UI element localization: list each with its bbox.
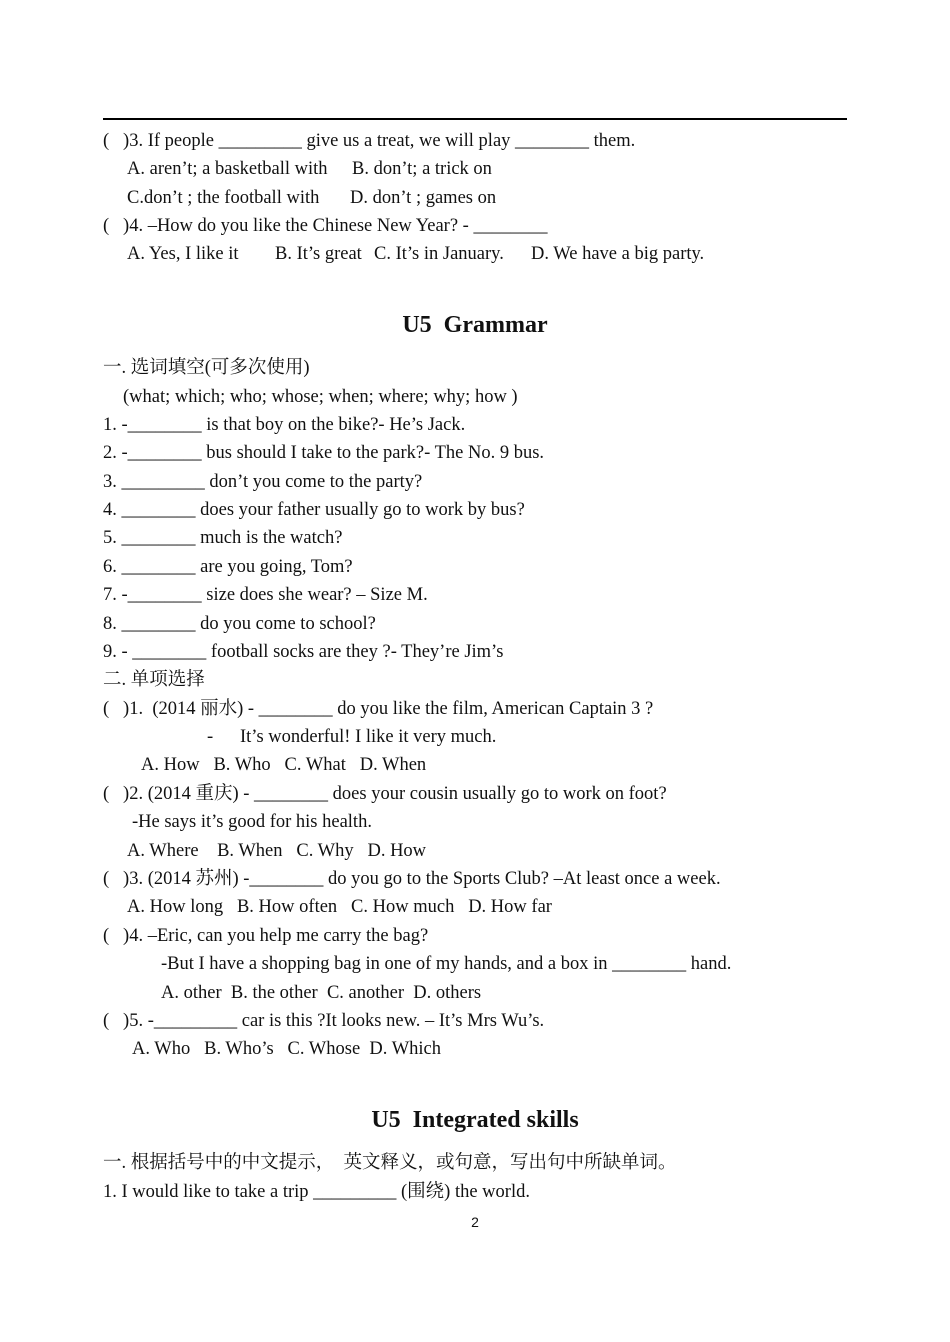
fill-item-6: 6. ________ are you going, Tom? [103, 557, 353, 577]
mc-4-options: A. other B. the other C. another D. others [161, 983, 482, 1003]
grammar-heading: U5 Grammar [402, 312, 548, 338]
fill-item-5: 5. ________ much is the watch? [103, 528, 343, 548]
mc-2-options: A. Where B. When C. Why D. How [127, 841, 427, 861]
question-4-option-d: D. We have a big party. [531, 244, 705, 264]
question-4-stem: ( )4. –How do you like the Chinese New Year? - ________ [103, 216, 548, 236]
grammar-part1-title: 一. 选词填空(可多次使用) [103, 358, 310, 378]
question-3-option-c: C.don’t ; the football with [127, 188, 320, 208]
fill-item-2: 2. -________ bus should I take to the park?- The No. 9 bus. [103, 443, 545, 463]
question-3-option-b: B. don’t; a trick on [352, 159, 492, 179]
mc-3-stem: ( )3. (2014 苏州) -________ do you go to the Sports Club? –At least once a week. [103, 869, 721, 889]
fill-item-9: 9. - ________ football socks are they ?- They’re Jim’s [103, 642, 504, 662]
integrated-skills-heading: U5 Integrated skills [371, 1107, 579, 1133]
mc-5-options: A. Who B. Who’s C. Whose D. Which [132, 1039, 442, 1059]
question-3-option-a: A. aren’t; a basketball with [127, 159, 328, 179]
question-4-option-a: A. Yes, I like it [127, 244, 239, 264]
fill-item-1: 1. -________ is that boy on the bike?- He’s Jack. [103, 415, 466, 435]
fill-item-3: 3. _________ don’t you come to the party? [103, 472, 423, 492]
integrated-part1-title: 一. 根据括号中的中文提示， 英文释义，或句意，写出句中所缺单词。 [103, 1153, 677, 1173]
mc-1-options: A. How B. Who C. What D. When [141, 755, 427, 775]
integrated-item-1: 1. I would like to take a trip _________ (围绕) the world. [103, 1182, 530, 1202]
header-rule [103, 118, 847, 120]
question-3-option-d: D. don’t ; games on [350, 188, 497, 208]
mc-3-options: A. How long B. How often C. How much D. How far [127, 897, 552, 917]
question-4-option-c: C. It’s in January. [374, 244, 504, 264]
question-3-stem: ( )3. If people _________ give us a treat, we will play ________ them. [103, 131, 636, 151]
fill-item-4: 4. ________ does your father usually go to work by bus? [103, 500, 525, 520]
mc-4-reply: -But I have a shopping bag in one of my hands, and a box in ________ hand. [161, 954, 732, 974]
fill-item-8: 8. ________ do you come to school? [103, 614, 376, 634]
mc-1-reply: It’s wonderful! I like it very much. [240, 727, 497, 747]
grammar-part2-title: 二. 单项选择 [103, 670, 205, 690]
mc-2-reply: -He says it’s good for his health. [132, 812, 372, 832]
word-bank: (what; which; who; whose; when; where; why; how ) [123, 387, 518, 407]
mc-1-stem: ( )1. (2014 丽水) - ________ do you like the film, American Captain 3 ? [103, 699, 654, 719]
mc-1-reply-dash: - [207, 727, 214, 747]
mc-5-stem: ( )5. -_________ car is this ?It looks new. – It’s Mrs Wu’s. [103, 1011, 545, 1031]
mc-2-stem: ( )2. (2014 重庆) - ________ does your cousin usually go to work on foot? [103, 784, 667, 804]
fill-item-7: 7. -________ size does she wear? – Size M. [103, 585, 428, 605]
question-4-option-b: B. It’s great [275, 244, 362, 264]
mc-4-stem: ( )4. –Eric, can you help me carry the bag? [103, 926, 429, 946]
page-number: 2 [471, 1214, 479, 1230]
